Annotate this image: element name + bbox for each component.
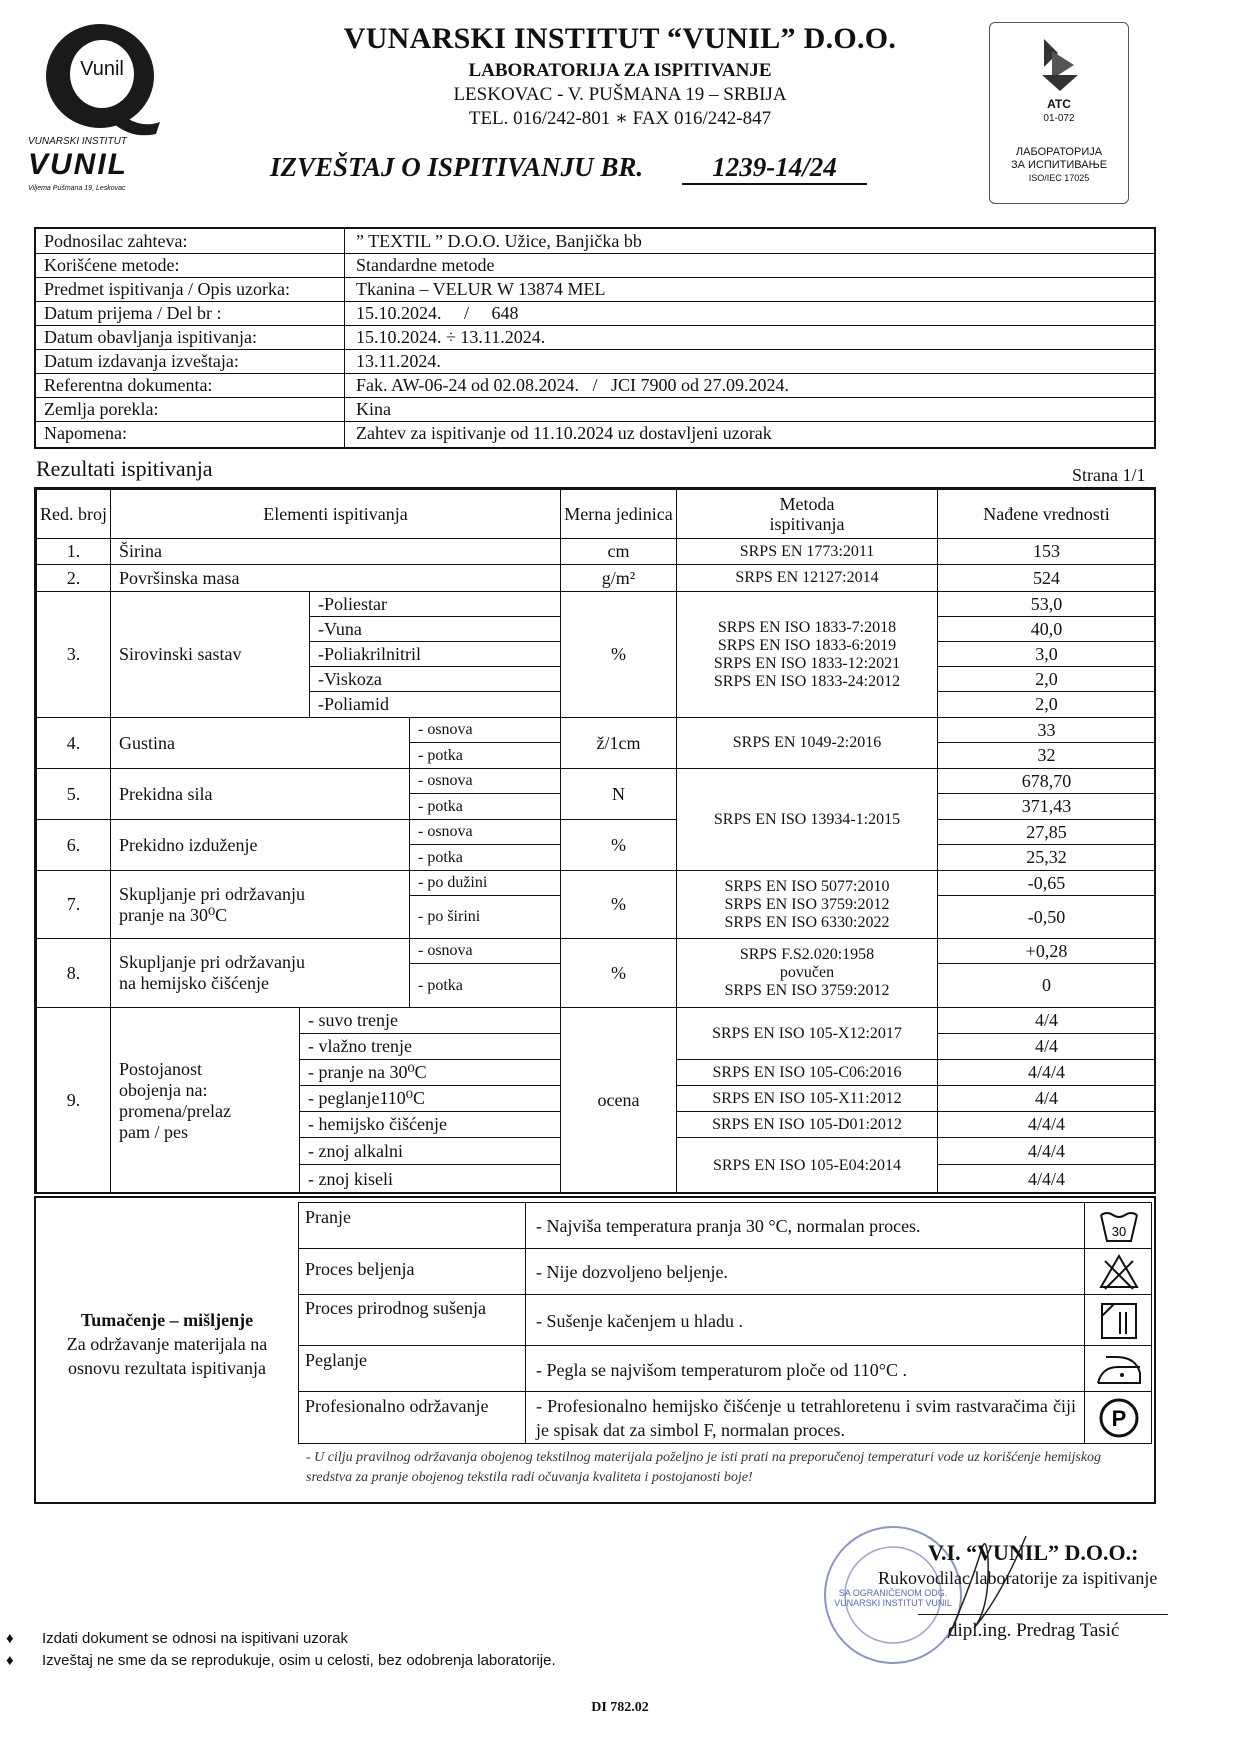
lab-phone: TEL. 016/242-801 ∗ FAX 016/242-847 xyxy=(468,108,772,129)
dry-clean-letter: P xyxy=(1111,1406,1127,1431)
text-value: -0,50 xyxy=(1027,906,1066,927)
text-value: 6. xyxy=(66,834,81,855)
row-no xyxy=(36,938,111,1008)
text-value: % xyxy=(611,644,626,664)
info-row xyxy=(36,397,1154,422)
row-value xyxy=(937,895,1156,939)
row-element xyxy=(110,870,410,939)
row-value xyxy=(937,1007,1156,1034)
text-value: Metoda ispitivanja xyxy=(769,494,845,534)
row-method xyxy=(676,938,938,1008)
row-sub xyxy=(409,938,561,964)
text-value: - Sušenje kačenjem u hladu . xyxy=(536,1311,743,1331)
text-value: Postojanost xyxy=(119,1058,203,1079)
text-value: -Poliamid xyxy=(318,694,389,714)
row-method xyxy=(676,564,938,592)
accreditation-badge xyxy=(989,22,1129,204)
text-value: Proces beljenja xyxy=(305,1259,415,1279)
care-symbol-cell xyxy=(1084,1248,1152,1295)
row-element xyxy=(110,819,410,871)
footer-note-1: Izdati dokument se odnosi na ispitivani uzorak xyxy=(42,1630,349,1647)
text-value: ” TEXTIL ” D.O.O. Užice, Banjička bb xyxy=(356,231,642,251)
text-value: - suvo trenje xyxy=(308,1010,398,1030)
text-value: - potka xyxy=(418,797,463,815)
text-value: Nađene vrednosti xyxy=(983,503,1110,524)
text-value: - po širini xyxy=(418,908,481,925)
logo-name: VUNIL xyxy=(28,148,128,181)
row-method xyxy=(676,870,938,939)
results-table xyxy=(34,487,1156,1194)
care-label xyxy=(298,1248,526,1295)
text-value: SRPS EN ISO 105-D01:2012 xyxy=(712,1115,902,1133)
text-value: % xyxy=(611,834,626,855)
text-value: SRPS F.S2.020:1958 xyxy=(739,946,875,963)
col-header-value xyxy=(937,489,1156,539)
logo-institute: VUNARSKI INSTITUT xyxy=(28,136,127,147)
text-value: 53,0 xyxy=(1030,593,1063,614)
row-value xyxy=(937,819,1156,845)
row-sub xyxy=(409,717,561,743)
text-value: Podnosilac zahteva: xyxy=(44,231,188,251)
row-element xyxy=(110,1007,300,1194)
text-value: Red. broj xyxy=(40,504,107,524)
row-value xyxy=(937,641,1156,667)
care-interpretation-box xyxy=(34,1196,1156,1504)
institute-name: VUNARSKI INSTITUT “VUNIL” D.O.O. xyxy=(343,22,897,55)
row-sub xyxy=(299,1111,561,1138)
text-value: - Profesionalno hemijsko čišćenje u tetrahloretenu i svim rastvaračima čiji je spisak dat za simbol F, normalan proces. xyxy=(536,1396,1076,1440)
text-value: ž/1cm xyxy=(596,732,641,753)
info-row xyxy=(36,421,1154,445)
row-sub xyxy=(309,666,561,692)
text-value: 2. xyxy=(66,567,81,588)
row-value xyxy=(937,616,1156,642)
row-value xyxy=(937,1111,1156,1138)
text-value: - potka xyxy=(418,848,463,866)
care-symbol-cell xyxy=(1084,1294,1152,1346)
row-element xyxy=(110,591,310,718)
text-value: 524 xyxy=(1033,567,1060,588)
text-value: 2,0 xyxy=(1035,694,1058,714)
report-title: IZVEŠTAJ O ISPITIVANJU BR. xyxy=(270,152,644,182)
text-value: - Najviša temperatura pranja 30 °C, normalan proces. xyxy=(536,1216,921,1236)
text-value: SRPS EN ISO 1833-24:2012 xyxy=(713,672,901,690)
text-value: 4. xyxy=(66,732,81,753)
care-text xyxy=(525,1202,1085,1249)
text-value: 4/4 xyxy=(1034,1036,1058,1056)
row-sub xyxy=(309,641,561,667)
text-value: 15.10.2024. ÷ 13.11.2024. xyxy=(356,327,546,347)
text-value: Zahtev za ispitivanje od 11.10.2024 uz dostavljeni uzorak xyxy=(356,423,772,443)
row-method xyxy=(676,1007,938,1060)
line-dry-shade-icon xyxy=(1100,1302,1138,1340)
text-value: Površinska masa xyxy=(119,567,240,588)
text-value: Napomena: xyxy=(44,423,127,443)
text-value: 8. xyxy=(66,962,81,983)
care-text xyxy=(525,1345,1085,1392)
row-value xyxy=(937,1033,1156,1060)
text-value: cm xyxy=(607,541,630,561)
info-row xyxy=(36,373,1154,398)
text-value: 7. xyxy=(66,894,81,914)
text-value: - osnova xyxy=(418,823,473,840)
row-value xyxy=(937,1059,1156,1086)
doc-code: DI 782.02 xyxy=(591,1700,649,1715)
report-number: 1239-14/24 xyxy=(682,152,867,185)
text-value: 25,32 xyxy=(1026,847,1067,867)
row-sub xyxy=(409,963,561,1008)
col-header-elements xyxy=(110,489,561,539)
row-value xyxy=(937,844,1156,871)
text-value: - Nije dozvoljeno beljenje. xyxy=(536,1262,728,1282)
text-value: % xyxy=(611,894,626,914)
text-value: Prekidna sila xyxy=(119,783,213,804)
info-row xyxy=(36,325,1154,350)
text-value: 0 xyxy=(1042,975,1051,995)
page-indicator: Strana 1/1 xyxy=(1072,465,1146,485)
row-no xyxy=(36,538,111,565)
row-unit xyxy=(560,538,677,565)
text-value: SRPS EN ISO 105-C06:2016 xyxy=(712,1063,902,1081)
signature-name: dipl.ing. Predrag Tasić xyxy=(948,1620,1120,1641)
text-value: - znoj kiseli xyxy=(308,1168,393,1189)
atc-mark-icon xyxy=(1034,35,1084,95)
text-value: Prekidno izduženje xyxy=(119,834,258,855)
text-value: 9. xyxy=(66,1090,81,1110)
signature-company: V.I. “VUNIL” D.O.O.: xyxy=(928,1540,1139,1565)
text-value: 2,0 xyxy=(1035,668,1058,689)
row-unit xyxy=(560,1007,677,1194)
row-element xyxy=(110,717,410,769)
text-value: Kina xyxy=(356,399,391,419)
results-heading: Rezultati ispitivanja xyxy=(36,456,213,481)
text-value: 4/4/4 xyxy=(1027,1168,1065,1189)
text-value: 371,43 xyxy=(1021,796,1072,816)
text-value: pranje na 30⁰C xyxy=(119,904,228,925)
text-value: - potka xyxy=(418,976,463,994)
text-value: Predmet ispitivanja / Opis uzorka: xyxy=(44,279,290,299)
row-value xyxy=(937,793,1156,820)
text-value: 33 xyxy=(1037,719,1056,740)
text-value: Referentna dokumenta: xyxy=(44,375,213,395)
row-value xyxy=(937,538,1156,565)
text-value: SRPS EN ISO 5077:2010 xyxy=(724,877,890,895)
text-value: - peglanje110⁰C xyxy=(308,1088,426,1108)
footer-note-2: Izveštaj ne sme da se reprodukuje, osim u celosti, bez odobrenja laboratorije. xyxy=(42,1652,556,1669)
row-value xyxy=(937,666,1156,692)
row-value xyxy=(937,938,1156,964)
row-value xyxy=(937,564,1156,592)
row-element xyxy=(110,538,561,565)
row-no xyxy=(36,717,111,769)
care-symbol-cell xyxy=(1084,1202,1152,1249)
wash-temp: 30 xyxy=(1111,1224,1127,1239)
text-value: Zemlja porekla: xyxy=(44,399,159,419)
text-value: Peglanje xyxy=(305,1350,367,1370)
interpretation-sub: Za održavanje materijala na xyxy=(66,1334,268,1354)
row-method xyxy=(676,768,938,871)
row-sub xyxy=(409,793,561,820)
text-value: - pranje na 30⁰C xyxy=(308,1062,427,1082)
row-unit xyxy=(560,870,677,939)
text-value: ocena xyxy=(597,1090,640,1110)
care-text xyxy=(525,1294,1085,1346)
text-value: Proces prirodnog sušenja xyxy=(305,1298,486,1318)
text-value: Pranje xyxy=(305,1207,351,1227)
text-value: Skupljanje pri održavanju xyxy=(119,952,305,972)
care-label xyxy=(298,1391,526,1444)
text-value: - Pegla se najvišom temperaturom ploče od 110°C . xyxy=(536,1360,907,1380)
request-info-table xyxy=(34,227,1156,449)
text-value: 4/4/4 xyxy=(1027,1140,1065,1161)
care-label xyxy=(298,1294,526,1346)
text-value: SRPS EN ISO 105-X12:2017 xyxy=(712,1024,902,1042)
row-sub xyxy=(299,1059,561,1086)
text-value: +0,28 xyxy=(1025,940,1068,961)
text-value: SRPS EN ISO 105-E04:2014 xyxy=(712,1156,902,1174)
text-value: SRPS EN ISO 1833-7:2018 xyxy=(717,618,897,636)
text-value: Merna jedinica xyxy=(564,504,673,524)
text-value: Gustina xyxy=(119,732,175,753)
row-sub xyxy=(409,742,561,769)
row-value xyxy=(937,691,1156,718)
atc-number: 01-072 xyxy=(1043,113,1075,124)
row-no xyxy=(36,591,111,718)
row-no xyxy=(36,819,111,871)
info-row xyxy=(36,229,1154,254)
info-row xyxy=(36,349,1154,374)
text-value: Širina xyxy=(119,541,162,561)
text-value: - po dužini xyxy=(418,874,488,891)
row-element xyxy=(110,564,561,592)
signature-role: Rukovodilac laboratorije za ispitivanje xyxy=(878,1568,1158,1588)
text-value: -Poliakrilnitril xyxy=(318,643,421,664)
text-value: 4/4/4 xyxy=(1027,1114,1065,1134)
text-value: Profesionalno održavanje xyxy=(305,1396,489,1416)
lab-name: LABORATORIJA ZA ISPITIVANJE xyxy=(468,60,772,81)
row-value xyxy=(937,1164,1156,1194)
row-sub xyxy=(309,691,561,718)
text-value: g/m² xyxy=(601,567,636,588)
care-symbol-cell xyxy=(1084,1345,1152,1392)
text-value: SRPS EN ISO 105-X11:2012 xyxy=(712,1089,902,1107)
row-sub xyxy=(299,1137,561,1165)
row-sub xyxy=(409,844,561,871)
row-method xyxy=(676,591,938,718)
iron-low-icon xyxy=(1096,1353,1142,1387)
accred-line-3: ISO/IEC 17025 xyxy=(1028,173,1090,183)
text-value: SRPS EN 12127:2014 xyxy=(735,569,879,586)
text-value: SRPS EN 1049-2:2016 xyxy=(732,734,882,751)
signature-line xyxy=(918,1614,1168,1615)
row-unit xyxy=(560,938,677,1008)
text-value: 3. xyxy=(66,644,81,664)
accred-line-2: ЗА ИСПИТИВАЊЕ xyxy=(1010,159,1108,171)
text-value: - osnova xyxy=(418,721,473,738)
info-row xyxy=(36,277,1154,302)
logo-letter: Vunil xyxy=(80,58,124,80)
care-note: - U cilju pravilnog održavanja obojenog tekstilnog materijala poželjno je isti prati na preporučenoj temperaturi vode uz korišćenje hemijskog sredstva za pranje obojenog tekstila radi očuvanja kvaliteta i postojanosti boje! xyxy=(306,1450,1102,1485)
row-element xyxy=(110,938,410,1008)
row-value xyxy=(937,768,1156,794)
row-method xyxy=(676,1111,938,1138)
row-sub xyxy=(309,591,561,617)
info-row xyxy=(36,253,1154,278)
text-value: Sirovinski sastav xyxy=(119,644,242,664)
info-row xyxy=(36,301,1154,326)
row-value xyxy=(937,870,1156,896)
text-value: - osnova xyxy=(418,772,473,789)
text-value: - hemijsko čišćenje xyxy=(308,1114,447,1134)
text-value: -Poliestar xyxy=(318,593,387,614)
text-value: Datum obavljanja ispitivanja: xyxy=(44,327,257,347)
text-value: Datum prijema / Del br : xyxy=(44,303,222,323)
row-no xyxy=(36,1007,111,1194)
text-value: SRPS EN ISO 6330:2022 xyxy=(724,913,890,931)
text-value: Standardne metode xyxy=(356,255,495,275)
row-unit xyxy=(560,768,677,820)
col-header-unit xyxy=(560,489,677,539)
bullet-icon: ♦ xyxy=(6,1652,14,1669)
stamp-text: SA OGRANIČENOM ODG. VUNARSKI INSTITUT VUNIL xyxy=(834,1588,952,1608)
text-value: 4/4 xyxy=(1034,1088,1058,1108)
care-text xyxy=(525,1391,1085,1444)
row-no xyxy=(36,564,111,592)
text-value: 678,70 xyxy=(1021,770,1072,791)
text-value: 13.11.2024. xyxy=(356,351,441,371)
row-sub xyxy=(409,768,561,794)
interpretation-sub: osnovu rezultata ispitivanja xyxy=(68,1358,266,1378)
text-value: SRPS EN ISO 3759:2012 xyxy=(724,982,890,999)
row-sub xyxy=(299,1033,561,1060)
text-value: - potka xyxy=(418,746,463,764)
text-value: SRPS EN ISO 13934-1:2015 xyxy=(713,810,901,828)
text-value: 3,0 xyxy=(1035,643,1058,664)
text-value: promena/prelaz xyxy=(119,1100,231,1121)
text-value: SRPS EN ISO 3759:2012 xyxy=(724,895,890,913)
row-sub xyxy=(299,1085,561,1112)
wash-30-icon xyxy=(1099,1209,1139,1245)
text-value: SRPS EN ISO 1833-6:2019 xyxy=(717,636,897,654)
lab-address: LESKOVAC - V. PUŠMANA 19 – SRBIJA xyxy=(453,84,787,105)
row-sub xyxy=(299,1007,561,1034)
col-header-no xyxy=(36,489,111,539)
text-value: SRPS EN ISO 1833-12:2021 xyxy=(713,654,901,672)
row-value xyxy=(937,591,1156,617)
text-value: Fak. AW-06-24 od 02.08.2024. / JCI 7900 od 27.09.2024. xyxy=(356,375,790,395)
interpretation-title: Tumačenje – mišljenje xyxy=(80,1310,254,1330)
row-method xyxy=(676,1059,938,1086)
care-text xyxy=(525,1248,1085,1295)
text-value: 153 xyxy=(1033,541,1060,561)
text-value: 1. xyxy=(66,541,81,561)
row-unit xyxy=(560,591,677,718)
row-unit xyxy=(560,819,677,871)
text-value: pam / pes xyxy=(119,1121,188,1142)
interpretation-title-block xyxy=(42,1308,292,1380)
row-unit xyxy=(560,564,677,592)
row-sub xyxy=(409,895,561,939)
row-method xyxy=(676,1137,938,1194)
text-value: -Viskoza xyxy=(318,668,382,689)
row-value xyxy=(937,1137,1156,1165)
no-bleach-icon xyxy=(1099,1253,1139,1291)
text-value: Elementi ispitivanja xyxy=(263,503,408,524)
care-symbol-cell xyxy=(1084,1391,1152,1444)
accred-line-1: ЛАБОРАТОРИЈА xyxy=(1015,146,1103,158)
text-value: Skupljanje pri održavanju xyxy=(119,883,305,904)
row-value xyxy=(937,963,1156,1008)
text-value: - vlažno trenje xyxy=(308,1036,412,1056)
text-value: Korišćene metode: xyxy=(44,255,180,275)
text-value: N xyxy=(612,783,625,804)
text-value: 27,85 xyxy=(1026,821,1067,842)
text-value: Datum izdavanja izveštaja: xyxy=(44,351,239,371)
row-no xyxy=(36,870,111,939)
atc-label: ATC xyxy=(1047,97,1071,111)
row-value xyxy=(937,717,1156,743)
row-sub xyxy=(309,616,561,642)
row-unit xyxy=(560,717,677,769)
row-element xyxy=(110,768,410,820)
text-value: obojenja na: xyxy=(119,1079,208,1100)
text-value: 4/4 xyxy=(1034,1010,1058,1030)
text-value: Tkanina – VELUR W 13874 MEL xyxy=(356,279,606,299)
col-header-method xyxy=(676,489,938,539)
text-value: -0,65 xyxy=(1027,872,1066,893)
row-sub xyxy=(409,870,561,896)
row-value xyxy=(937,1085,1156,1112)
row-sub xyxy=(409,819,561,845)
text-value: - znoj alkalni xyxy=(308,1140,403,1161)
text-value: 5. xyxy=(66,783,81,804)
text-value: SRPS EN 1773:2011 xyxy=(739,542,875,560)
text-value: 32 xyxy=(1037,745,1056,765)
text-value: - osnova xyxy=(418,942,473,959)
row-method xyxy=(676,717,938,769)
text-value: 40,0 xyxy=(1030,618,1063,639)
text-value: povučen xyxy=(779,964,835,981)
care-label xyxy=(298,1202,526,1249)
text-value: 4/4/4 xyxy=(1027,1062,1065,1082)
bullet-icon: ♦ xyxy=(6,1630,14,1647)
text-value: -Vuna xyxy=(318,618,362,639)
dry-clean-p-icon xyxy=(1098,1397,1140,1439)
row-value xyxy=(937,742,1156,769)
text-value: % xyxy=(611,962,626,983)
row-method xyxy=(676,538,938,565)
row-no xyxy=(36,768,111,820)
text-value: na hemijsko čišćenje xyxy=(119,973,269,993)
row-sub xyxy=(299,1164,561,1194)
text-value: 15.10.2024. / 648 xyxy=(356,303,519,323)
logo-address: Viljema Pušmana 19, Leskovac xyxy=(28,185,126,192)
row-method xyxy=(676,1085,938,1112)
care-label xyxy=(298,1345,526,1392)
